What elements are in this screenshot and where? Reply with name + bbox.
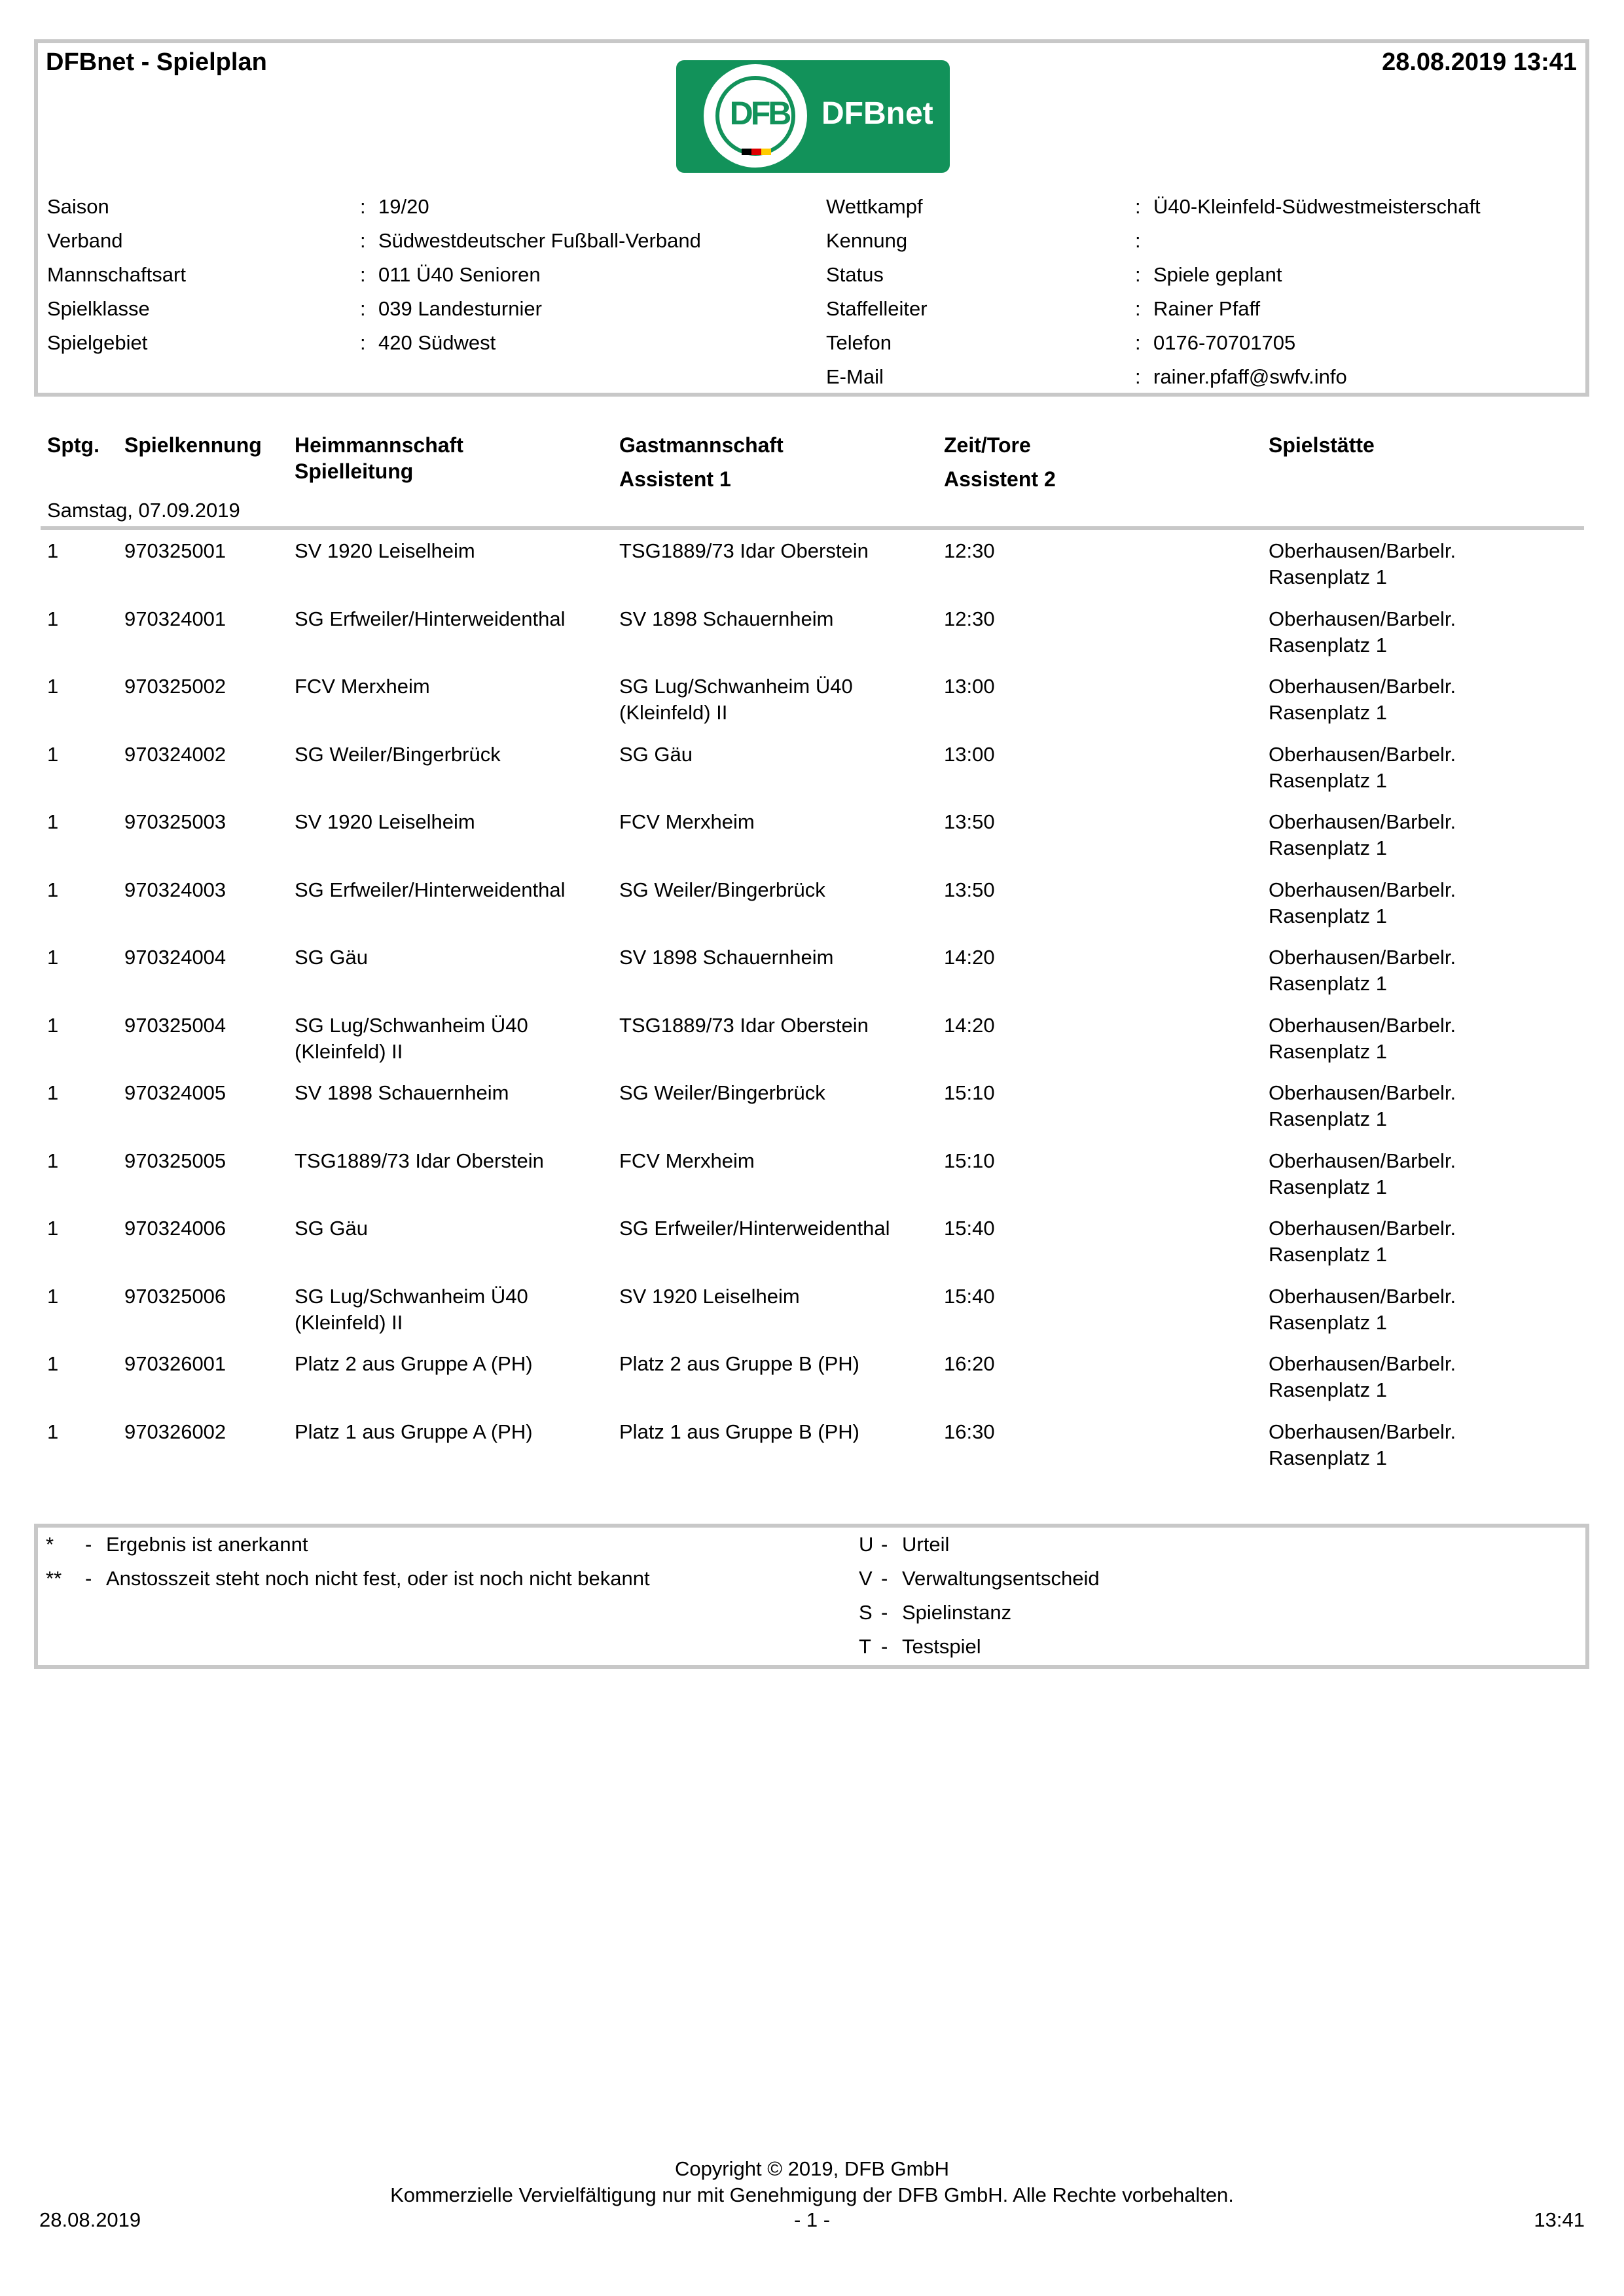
meta-value: Südwestdeutscher Fußball-Verband [378, 229, 701, 252]
legend-dash: - [85, 1567, 92, 1590]
row-away-team: SG Gäu [619, 742, 693, 766]
row-spielkennung: 970324001 [124, 607, 226, 630]
row-sptg: 1 [47, 878, 59, 901]
row-home-team: SG Erfweiler/Hinterweidenthal [295, 878, 566, 901]
row-time: 15:40 [944, 1217, 995, 1240]
table-row [0, 1419, 1624, 1484]
row-venue-field: Rasenplatz 1 [1269, 1243, 1387, 1266]
meta-colon: : [1135, 331, 1141, 354]
meta-colon: : [360, 297, 366, 320]
col-heimmannschaft: Heimmannschaft [295, 433, 463, 457]
row-away-team: SV 1898 Schauernheim [619, 946, 834, 969]
row-venue-field: Rasenplatz 1 [1269, 1378, 1387, 1401]
row-home-team: SG Lug/Schwanheim Ü40 (Kleinfeld) II [295, 1284, 528, 1334]
legend-symbol: S [859, 1601, 873, 1624]
row-venue-field: Rasenplatz 1 [1269, 633, 1387, 656]
row-spielkennung: 970324004 [124, 946, 226, 969]
row-sptg: 1 [47, 742, 59, 766]
legend-dash: - [881, 1635, 888, 1658]
table-row [0, 1215, 1624, 1281]
row-sptg: 1 [47, 1013, 59, 1037]
table-row [0, 606, 1624, 672]
row-venue: Oberhausen/Barbelr. [1269, 878, 1456, 901]
row-away-team: TSG1889/73 Idar Oberstein [619, 1013, 869, 1037]
col-spielleitung: Spielleitung [295, 459, 414, 483]
row-sptg: 1 [47, 539, 59, 562]
row-sptg: 1 [47, 1352, 59, 1375]
legend-symbol: * [46, 1533, 54, 1556]
meta-colon: : [1135, 365, 1141, 388]
table-row [0, 673, 1624, 739]
table-row [0, 1080, 1624, 1145]
meta-colon: : [360, 229, 366, 252]
col-zeit-tore: Zeit/Tore [944, 433, 1031, 457]
page-title: DFBnet - Spielplan [46, 48, 267, 76]
meta-label: Staffelleiter [826, 297, 928, 320]
dfb-emblem-icon: DFB [704, 64, 807, 168]
row-venue-field: Rasenplatz 1 [1269, 972, 1387, 995]
legend-dash: - [881, 1567, 888, 1590]
meta-value: Ü40-Kleinfeld-Südwestmeisterschaft [1153, 195, 1481, 218]
row-away-team: SV 1920 Leiselheim [619, 1284, 800, 1308]
row-venue-field: Rasenplatz 1 [1269, 1310, 1387, 1334]
meta-colon: : [1135, 229, 1141, 252]
row-venue-field: Rasenplatz 1 [1269, 701, 1387, 724]
meta-label: Spielgebiet [47, 331, 148, 354]
legend-text: Ergebnis ist anerkannt [106, 1533, 308, 1556]
row-spielkennung: 970325002 [124, 675, 226, 698]
row-venue-field: Rasenplatz 1 [1269, 1175, 1387, 1198]
row-venue: Oberhausen/Barbelr. [1269, 675, 1456, 698]
row-spielkennung: 970325004 [124, 1013, 226, 1037]
meta-label: Mannschaftsart [47, 263, 186, 286]
row-spielkennung: 970324002 [124, 742, 226, 766]
row-venue-field: Rasenplatz 1 [1269, 836, 1387, 859]
row-home-team: SV 1920 Leiselheim [295, 539, 475, 562]
row-time: 15:10 [944, 1081, 995, 1104]
row-spielkennung: 970325005 [124, 1149, 226, 1172]
row-spielkennung: 970325006 [124, 1284, 226, 1308]
row-time: 15:40 [944, 1284, 995, 1308]
row-venue: Oberhausen/Barbelr. [1269, 1149, 1456, 1172]
row-venue-field: Rasenplatz 1 [1269, 565, 1387, 588]
legend-text: Spielinstanz [902, 1601, 1012, 1624]
logo-text: DFBnet [821, 96, 933, 131]
meta-label: Wettkampf [826, 195, 923, 218]
row-home-team: SG Gäu [295, 1217, 368, 1240]
row-venue-field: Rasenplatz 1 [1269, 1446, 1387, 1469]
row-venue: Oberhausen/Barbelr. [1269, 1217, 1456, 1240]
table-row [0, 1351, 1624, 1416]
col-gastmannschaft: Gastmannschaft [619, 433, 784, 457]
meta-colon: : [360, 263, 366, 286]
row-venue-field: Rasenplatz 1 [1269, 1039, 1387, 1063]
meta-value: 011 Ü40 Senioren [378, 263, 541, 286]
table-row [0, 1013, 1624, 1078]
row-time: 12:30 [944, 539, 995, 562]
legend-text: Verwaltungsentscheid [902, 1567, 1100, 1590]
row-spielkennung: 970326002 [124, 1420, 226, 1443]
legend-dash: - [881, 1601, 888, 1624]
meta-value: 420 Südwest [378, 331, 496, 354]
row-time: 14:20 [944, 1013, 995, 1037]
row-venue-field: Rasenplatz 1 [1269, 1107, 1387, 1130]
row-venue: Oberhausen/Barbelr. [1269, 1284, 1456, 1308]
legend-dash: - [85, 1533, 92, 1556]
meta-label: Spielklasse [47, 297, 150, 320]
row-away-team: FCV Merxheim [619, 810, 755, 833]
row-away-team: SG Lug/Schwanheim Ü40 (Kleinfeld) II [619, 675, 853, 724]
meta-label: Verband [47, 229, 123, 252]
row-sptg: 1 [47, 1149, 59, 1172]
legend-symbol: T [859, 1635, 871, 1658]
row-sptg: 1 [47, 946, 59, 969]
table-row [0, 1148, 1624, 1213]
row-away-team: SV 1898 Schauernheim [619, 607, 834, 630]
row-sptg: 1 [47, 1420, 59, 1443]
meta-label: Kennung [826, 229, 908, 252]
row-spielkennung: 970325001 [124, 539, 226, 562]
meta-label: Status [826, 263, 884, 286]
row-time: 13:50 [944, 810, 995, 833]
row-home-team: SV 1920 Leiselheim [295, 810, 475, 833]
legend-text: Anstosszeit steht noch nicht fest, oder ist noch nicht bekannt [106, 1567, 650, 1590]
meta-label: Saison [47, 195, 109, 218]
row-time: 13:00 [944, 675, 995, 698]
row-home-team: SG Erfweiler/Hinterweidenthal [295, 607, 566, 630]
row-time: 12:30 [944, 607, 995, 630]
row-venue-field: Rasenplatz 1 [1269, 768, 1387, 792]
row-sptg: 1 [47, 1217, 59, 1240]
row-venue: Oberhausen/Barbelr. [1269, 742, 1456, 766]
row-venue: Oberhausen/Barbelr. [1269, 1013, 1456, 1037]
legend-symbol: U [859, 1533, 874, 1556]
col-spielkennung: Spielkennung [124, 433, 262, 457]
footer-notice: Kommerzielle Vervielfältigung nur mit Genehmigung der DFB GmbH. Alle Rechte vorbehalten. [390, 2183, 1234, 2206]
row-time: 13:50 [944, 878, 995, 901]
meta-value: 19/20 [378, 195, 429, 218]
meta-colon: : [360, 331, 366, 354]
footer-page-number: - 1 - [793, 2208, 831, 2231]
print-datetime: 28.08.2019 13:41 [1382, 48, 1577, 76]
legend-symbol: ** [46, 1567, 62, 1590]
row-home-team: SG Weiler/Bingerbrück [295, 742, 501, 766]
meta-label: Telefon [826, 331, 892, 354]
meta-colon: : [1135, 195, 1141, 218]
legend-text: Urteil [902, 1533, 950, 1556]
row-venue: Oberhausen/Barbelr. [1269, 1420, 1456, 1443]
footer-date: 28.08.2019 [39, 2208, 141, 2231]
row-home-team: SG Lug/Schwanheim Ü40 (Kleinfeld) II [295, 1013, 528, 1063]
row-away-team: SG Weiler/Bingerbrück [619, 1081, 825, 1104]
row-time: 15:10 [944, 1149, 995, 1172]
row-time: 16:20 [944, 1352, 995, 1375]
meta-value: 0176-70701705 [1153, 331, 1296, 354]
row-spielkennung: 970325003 [124, 810, 226, 833]
row-sptg: 1 [47, 675, 59, 698]
table-row [0, 944, 1624, 1010]
legend-dash: - [881, 1533, 888, 1556]
row-away-team: Platz 2 aus Gruppe B (PH) [619, 1352, 859, 1375]
row-away-team: Platz 1 aus Gruppe B (PH) [619, 1420, 859, 1443]
row-time: 13:00 [944, 742, 995, 766]
meta-label: E-Mail [826, 365, 884, 388]
row-sptg: 1 [47, 1081, 59, 1104]
table-row [0, 742, 1624, 807]
footer-copyright: Copyright © 2019, DFB GmbH [674, 2157, 950, 2180]
row-sptg: 1 [47, 607, 59, 630]
row-home-team: SV 1898 Schauernheim [295, 1081, 509, 1104]
row-away-team: FCV Merxheim [619, 1149, 755, 1172]
meta-colon: : [1135, 297, 1141, 320]
row-away-team: SG Erfweiler/Hinterweidenthal [619, 1217, 890, 1240]
row-away-team: SG Weiler/Bingerbrück [619, 878, 825, 901]
row-sptg: 1 [47, 810, 59, 833]
row-home-team: TSG1889/73 Idar Oberstein [295, 1149, 544, 1172]
meta-value: Rainer Pfaff [1153, 297, 1261, 320]
row-time: 16:30 [944, 1420, 995, 1443]
row-home-team: Platz 2 aus Gruppe A (PH) [295, 1352, 533, 1375]
table-row [0, 809, 1624, 874]
row-venue: Oberhausen/Barbelr. [1269, 1081, 1456, 1104]
row-venue: Oberhausen/Barbelr. [1269, 810, 1456, 833]
row-time: 14:20 [944, 946, 995, 969]
table-row [0, 1283, 1624, 1349]
col-assistent-1: Assistent 1 [619, 467, 731, 491]
meta-value: Spiele geplant [1153, 263, 1282, 286]
row-away-team: TSG1889/73 Idar Oberstein [619, 539, 869, 562]
row-spielkennung: 970324005 [124, 1081, 226, 1104]
row-venue: Oberhausen/Barbelr. [1269, 607, 1456, 630]
row-venue: Oberhausen/Barbelr. [1269, 946, 1456, 969]
legend-symbol: V [859, 1567, 873, 1590]
legend-text: Testspiel [902, 1635, 981, 1658]
meta-colon: : [1135, 263, 1141, 286]
col-assistent-2: Assistent 2 [944, 467, 1056, 491]
table-separator [41, 526, 1584, 530]
meta-value: rainer.pfaff@swfv.info [1153, 365, 1347, 388]
col-spielstaette: Spielstätte [1269, 433, 1375, 457]
dfbnet-logo [676, 60, 950, 173]
row-home-team: SG Gäu [295, 946, 368, 969]
row-venue: Oberhausen/Barbelr. [1269, 539, 1456, 562]
row-home-team: Platz 1 aus Gruppe A (PH) [295, 1420, 533, 1443]
meta-colon: : [360, 195, 366, 218]
meta-value: 039 Landesturnier [378, 297, 542, 320]
row-venue-field: Rasenplatz 1 [1269, 904, 1387, 927]
footer-time: 13:41 [1534, 2208, 1585, 2231]
row-sptg: 1 [47, 1284, 59, 1308]
row-spielkennung: 970326001 [124, 1352, 226, 1375]
row-home-team: FCV Merxheim [295, 675, 430, 698]
row-venue: Oberhausen/Barbelr. [1269, 1352, 1456, 1375]
col-sptg: Sptg. [47, 433, 99, 457]
row-spielkennung: 970324006 [124, 1217, 226, 1240]
day-label: Samstag, 07.09.2019 [47, 499, 240, 522]
table-row [0, 538, 1624, 603]
row-spielkennung: 970324003 [124, 878, 226, 901]
table-row [0, 877, 1624, 942]
